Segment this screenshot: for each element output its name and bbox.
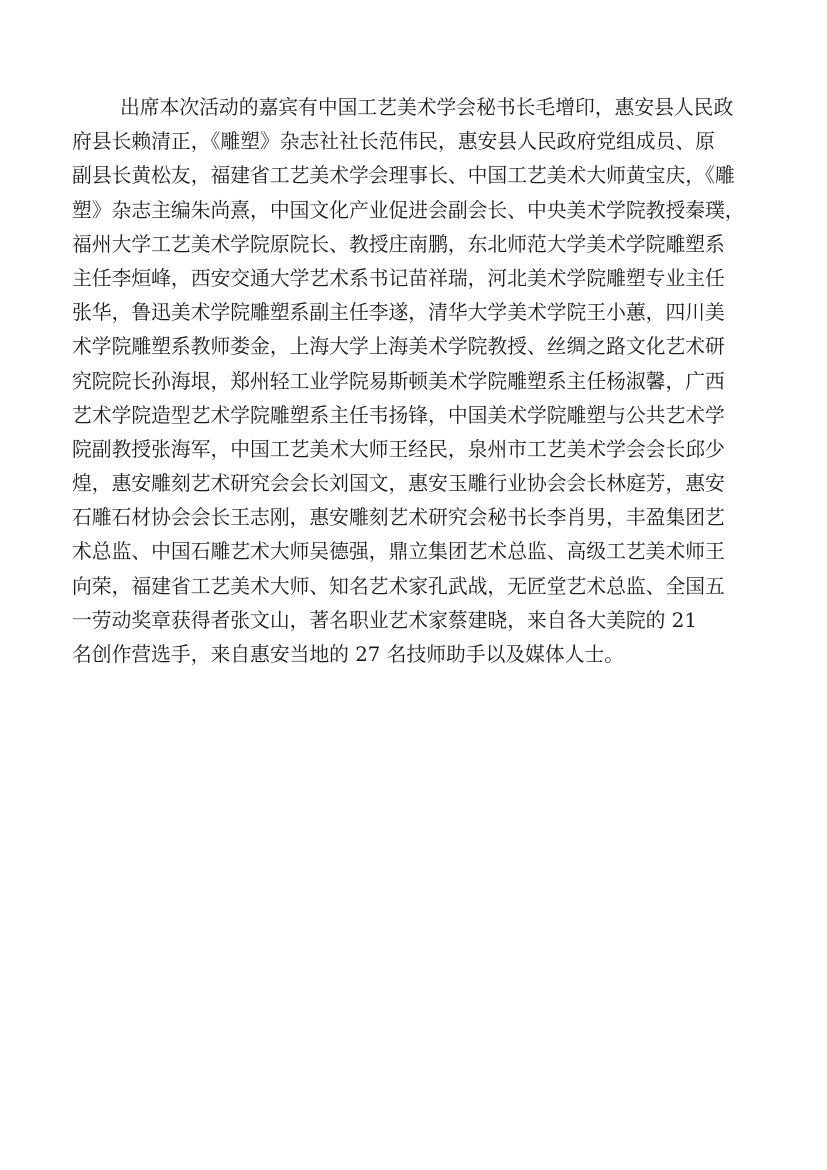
paragraph-line: 塑》杂志主编朱尚熹，中国文化产业促进会副会长、中央美术学院教授秦璞， <box>72 198 745 222</box>
paragraph-line: 院副教授张海军，中国工艺美术大师王经民，泉州市工艺美术学会会长邱少 <box>72 437 725 461</box>
paragraph-line: 一劳动奖章获得者张文山，著名职业艺术家蔡建晓，来自各大美院的 21 <box>72 608 697 632</box>
paragraph-line: 究院院长孙海垠，郑州轻工业学院易斯顿美术学院雕塑系主任杨淑馨，广西 <box>72 369 725 393</box>
paragraph-line: 煌，惠安雕刻艺术研究会会长刘国文，惠安玉雕行业协会会长林庭芳，惠安 <box>72 472 725 496</box>
paragraph-line: 向荣，福建省工艺美术大师、知名艺术家孔武战，无匠堂艺术总监、全国五 <box>72 574 725 598</box>
guest-list-paragraph <box>72 91 758 672</box>
paragraph-line: 术总监、中国石雕艺术大师吴德强，鼎立集团艺术总监、高级工艺美术师王 <box>72 540 725 564</box>
paragraph-line: 名创作营选手，来自惠安当地的 27 名技师助手以及媒体人士。 <box>72 643 625 666</box>
paragraph-line: 艺术学院造型艺术学院雕塑系主任韦扬锋，中国美术学院雕塑与公共艺术学 <box>72 403 725 427</box>
paragraph-line: 主任李烜峰，西安交通大学艺术系书记苗祥瑞，河北美术学院雕塑专业主任 <box>72 266 725 290</box>
paragraph-line: 石雕石材协会会长王志刚，惠安雕刻艺术研究会秘书长李肖男，丰盈集团艺 <box>72 506 725 530</box>
paragraph-line: 术学院雕塑系教师娄金，上海大学上海美术学院教授、丝绸之路文化艺术研 <box>72 335 725 359</box>
paragraph-line: 副县长黄松友，福建省工艺美术学会理事长、中国工艺美术大师黄宝庆，《雕 <box>72 164 735 188</box>
paragraph-line: 张华，鲁迅美术学院雕塑系副主任李遂，清华大学美术学院王小蕙，四川美 <box>72 301 725 325</box>
paragraph-line: 出席本次活动的嘉宾有中国工艺美术学会秘书长毛增印，惠安县人民政 <box>120 96 734 119</box>
paragraph-line: 福州大学工艺美术学院原院长、教授庄南鹏，东北师范大学美术学院雕塑系 <box>72 232 725 256</box>
paragraph-line: 府县长赖清正，《雕塑》杂志社社长范伟民，惠安县人民政府党组成员、原 <box>72 130 715 154</box>
